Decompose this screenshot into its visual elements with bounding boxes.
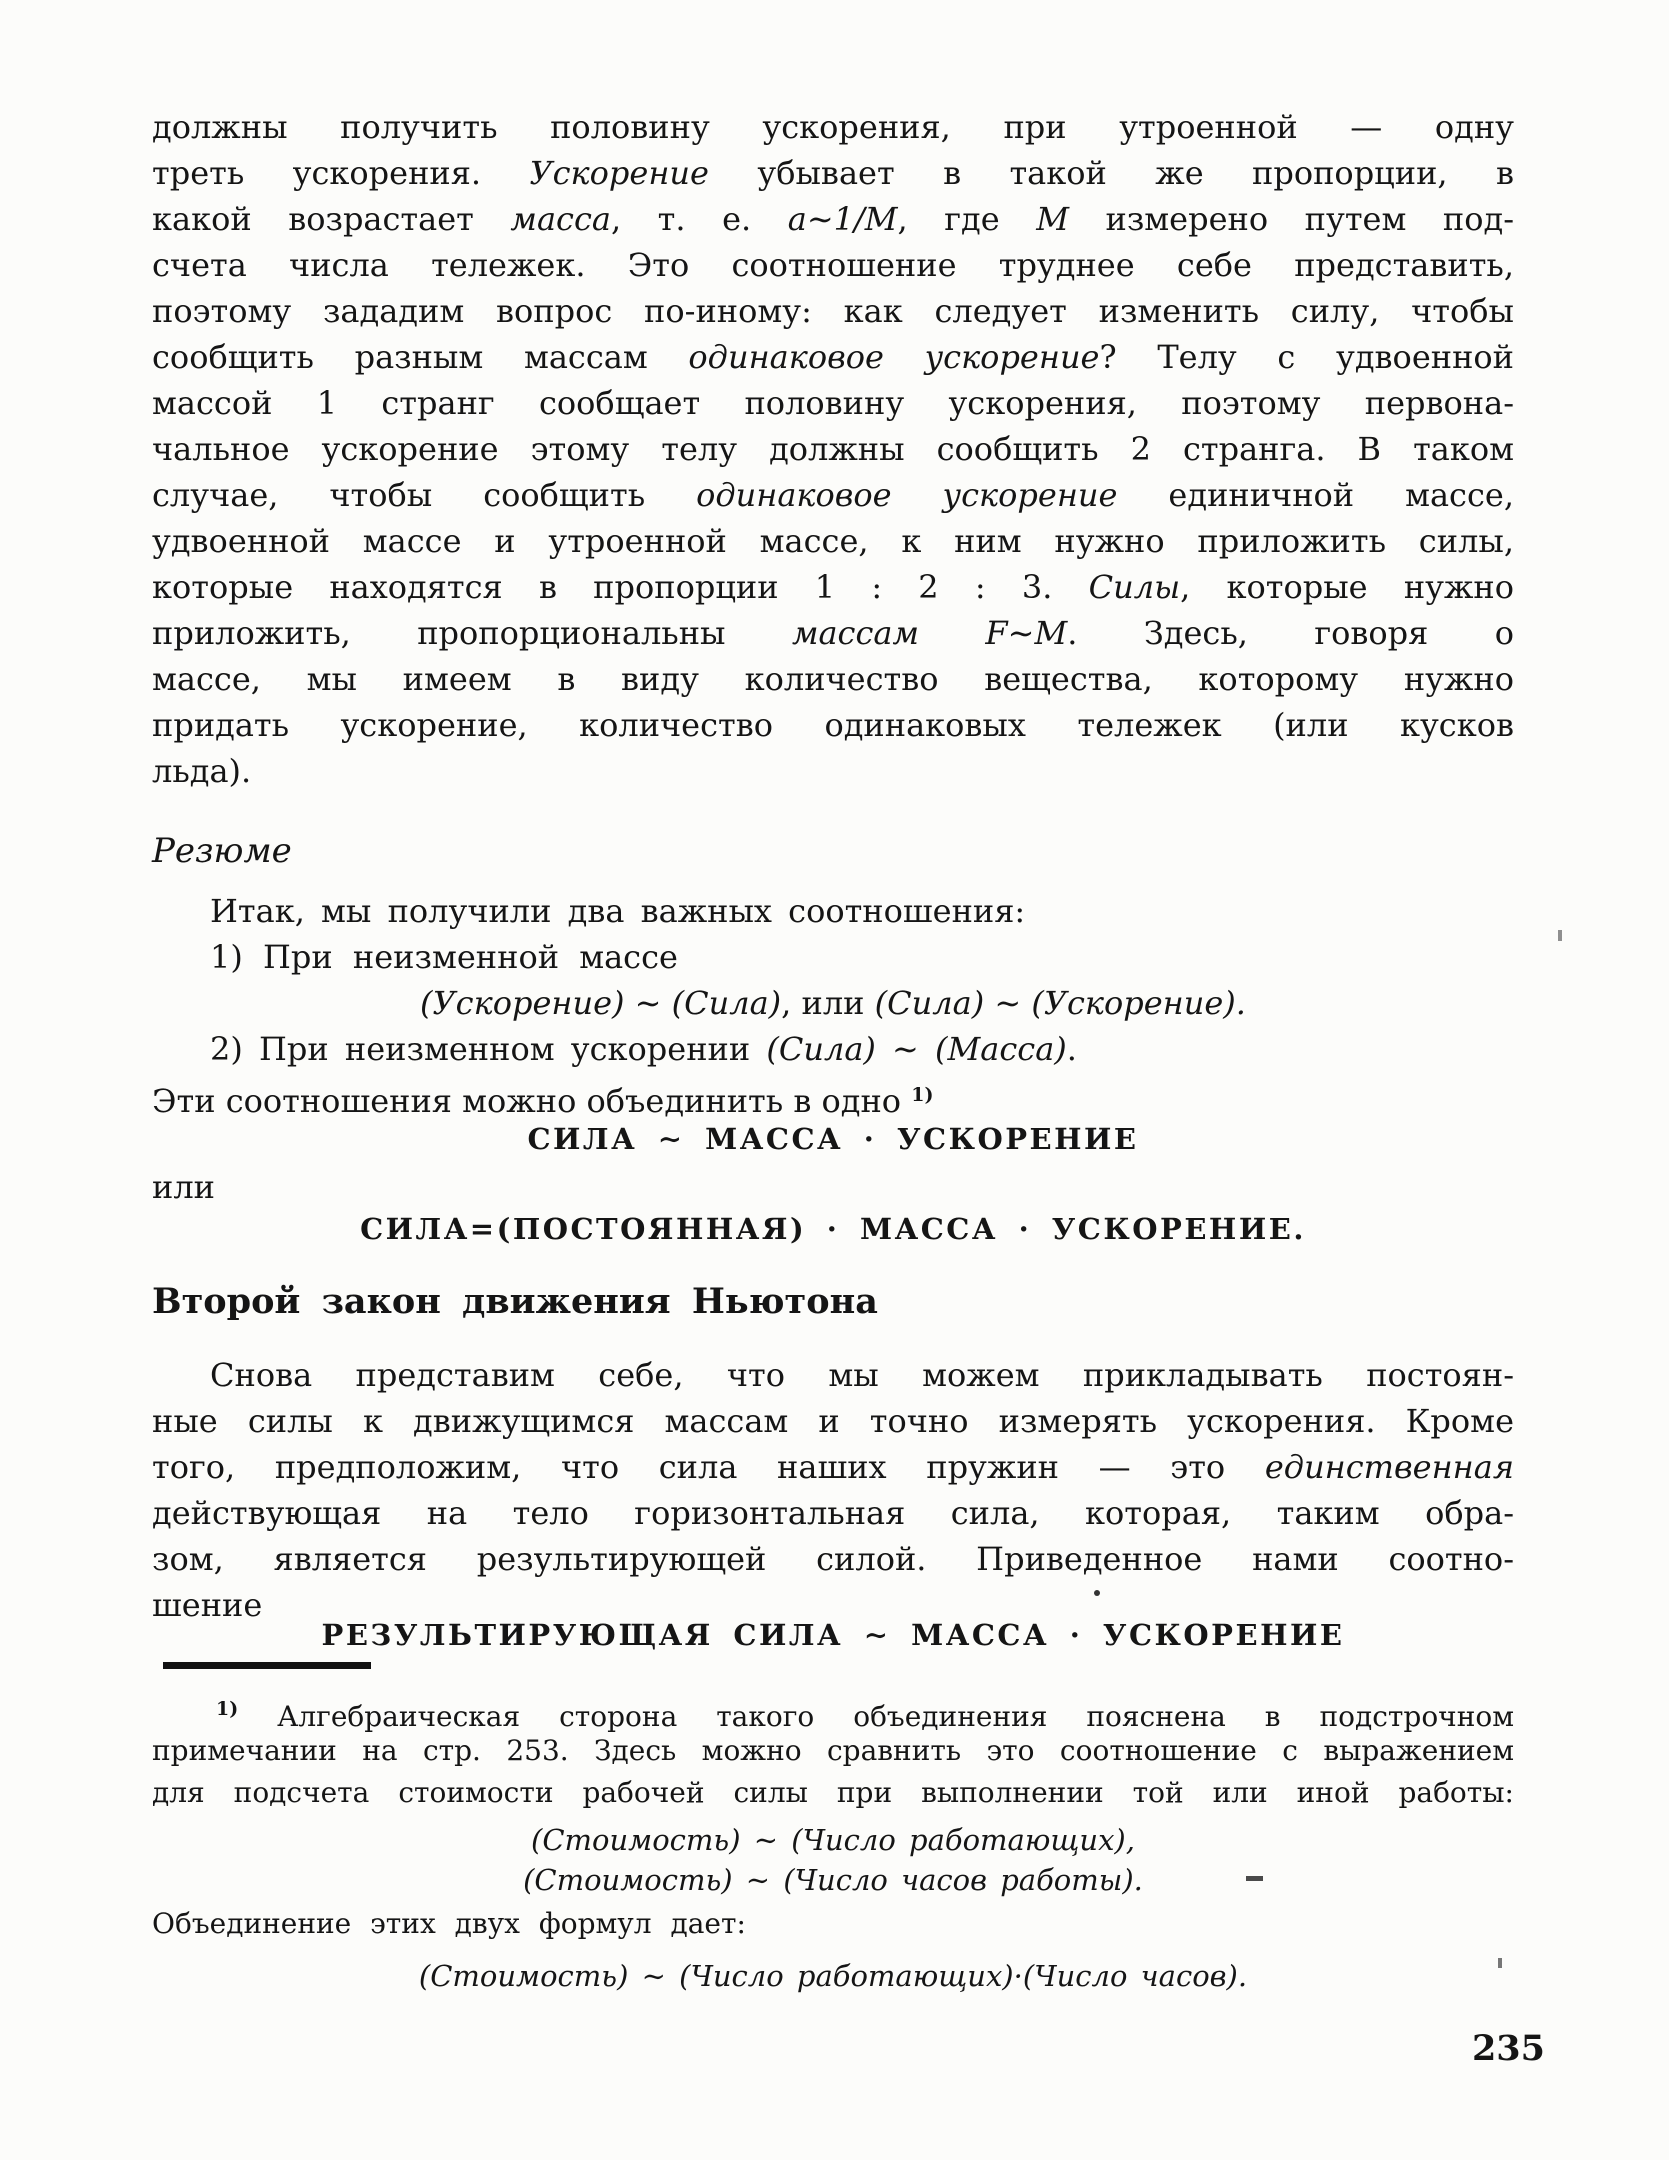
paragraph-opening [152, 104, 1514, 794]
text-line: чальное ускорение этому телу должны сообщить 2 странга. В таком [152, 430, 1514, 468]
section-heading: Второй закон движения Ньютона [152, 1281, 878, 1322]
footnote-line: для подсчета стоимости рабочей силы при выполнении той или иной работы: [152, 1776, 1514, 1809]
scan-speck [1558, 930, 1562, 941]
text-line: массе, мы имеем в виду количество вещества, которому нужно [152, 660, 1514, 698]
resume-heading: Резюме [152, 831, 292, 871]
text-line: удвоенной массе и утроенной массе, к ним нужно приложить силы, [152, 522, 1514, 560]
footnote-formula-combined: (Стоимость) ∼ (Число работающих)·(Число часов). [418, 1959, 1248, 1993]
text-line: шение [152, 1586, 263, 1624]
footnote-block [152, 1688, 1514, 1814]
relation-line [152, 980, 1514, 1026]
footnote-marker: 1) [216, 1698, 239, 1720]
text-line: Итак, мы получили два важных соотношения: [210, 892, 1026, 930]
text-line: или [152, 1168, 215, 1206]
footnote-formula-hours: (Стоимость) ∼ (Число часов работы). [523, 1863, 1143, 1897]
math-run: M [1036, 200, 1069, 238]
summary-block [152, 888, 1514, 1118]
text-run: . [1066, 1030, 1077, 1068]
text-line: зом, является результирующей силой. Приведенное нами соотно- [152, 1540, 1514, 1578]
text-line [152, 1444, 1514, 1490]
text-line: 1) При неизменной массе [210, 938, 678, 976]
text-line: поэтому зададим вопрос по-иному: как следует изменить силу, чтобы [152, 292, 1514, 330]
math-run: a∼1/M [787, 200, 898, 238]
text-line [152, 334, 1514, 380]
text-run: убывает в такой же пропорции, в [708, 154, 1514, 192]
formula-force-mass-acceleration: СИЛА ∼ МАССА · УСКОРЕНИЕ [527, 1122, 1139, 1156]
text-line: должны получить половину ускорения, при утроенной — одну [152, 108, 1514, 146]
emphasis-run: массам F∼M [791, 614, 1068, 652]
paragraph-second-law [152, 1352, 1514, 1628]
emphasis-run: (Ускорение) ∼ (Сила) [420, 984, 782, 1022]
formula-force-constant: СИЛА=(ПОСТОЯННАЯ) · МАССА · УСКОРЕНИЕ. [360, 1212, 1306, 1246]
emphasis-run: (Сила) ∼ (Ускорение). [874, 984, 1246, 1022]
scan-speck [1498, 1958, 1502, 1968]
formula-resultant-force: РЕЗУЛЬТИРУЮЩАЯ СИЛА ∼ МАССА · УСКОРЕНИЕ [321, 1618, 1345, 1652]
text-run: , или [781, 984, 875, 1022]
emphasis-run: единственная [1264, 1448, 1514, 1486]
emphasis-run: Ускорение [529, 154, 709, 192]
text-run: единичной массе, [1117, 476, 1515, 514]
text-line: счета числа тележек. Это соотношение труднее себе представить, [152, 246, 1514, 284]
footnote-line [152, 1688, 1514, 1733]
relation-line [152, 1026, 1514, 1072]
footnote-line: Объединение этих двух формул дает: [152, 1907, 746, 1940]
page-number: 235 [1471, 2028, 1545, 2069]
text-line: массой 1 странг сообщает половину ускорения, поэтому первона- [152, 384, 1514, 422]
emphasis-run: одинаковое ускорение [696, 476, 1118, 514]
text-run: , которые нужно [1180, 568, 1515, 606]
text-run: 2) При неизменном ускорении [210, 1030, 767, 1068]
text-run: треть ускорения. [152, 154, 530, 192]
emphasis-run: одинаковое ускорение [688, 338, 1100, 376]
text-run: Алгебраическая сторона такого объединения пояснена в подстрочном [238, 1700, 1514, 1733]
text-line [152, 150, 1514, 196]
text-line: Снова представим себе, что мы можем прикладывать постоян- [210, 1356, 1514, 1394]
text-line [152, 472, 1514, 518]
emphasis-run: (Сила) ∼ (Масса) [766, 1030, 1067, 1068]
text-run: случае, чтобы сообщить [152, 476, 697, 514]
text-line: действующая на тело горизонтальная сила, которая, таким обра- [152, 1494, 1514, 1532]
footnote-separator [163, 1662, 371, 1669]
scan-speck [1094, 1590, 1100, 1596]
text-line [152, 196, 1514, 242]
text-run: . Здесь, говоря о [1067, 614, 1515, 652]
text-line: придать ускорение, количество одинаковых тележек (или кусков [152, 706, 1514, 744]
text-run: приложить, пропорциональны [152, 614, 792, 652]
text-line [152, 1072, 1514, 1118]
text-line [152, 564, 1514, 610]
text-run: , где [897, 200, 1037, 238]
footnote-line: примечании на стр. 253. Здесь можно сравнить это соотношение с выражением [152, 1734, 1514, 1767]
footnote-formula-workers: (Стоимость) ∼ (Число работающих), [531, 1823, 1135, 1857]
text-run: Эти соотношения можно объединить в одно [152, 1082, 912, 1120]
text-run: сообщить разным массам [152, 338, 689, 376]
text-line: ные силы к движущимся массам и точно измерять ускорения. Кроме [152, 1402, 1514, 1440]
emphasis-run: масса [510, 200, 611, 238]
text-run: которые находятся в пропорции 1 : 2 : 3. [152, 568, 1089, 606]
text-line: льда). [152, 752, 252, 790]
text-run: ? Телу с удвоенной [1099, 338, 1515, 376]
text-run: какой возрастает [152, 200, 511, 238]
footnote-marker: 1) [911, 1084, 934, 1106]
scan-speck [1246, 1876, 1263, 1881]
text-line [152, 610, 1514, 656]
emphasis-run: Силы [1088, 568, 1181, 606]
text-run: , т. е. [610, 200, 788, 238]
text-run: измерено путем под- [1068, 200, 1515, 238]
text-run: того, предположим, что сила наших пружин — это [152, 1448, 1265, 1486]
